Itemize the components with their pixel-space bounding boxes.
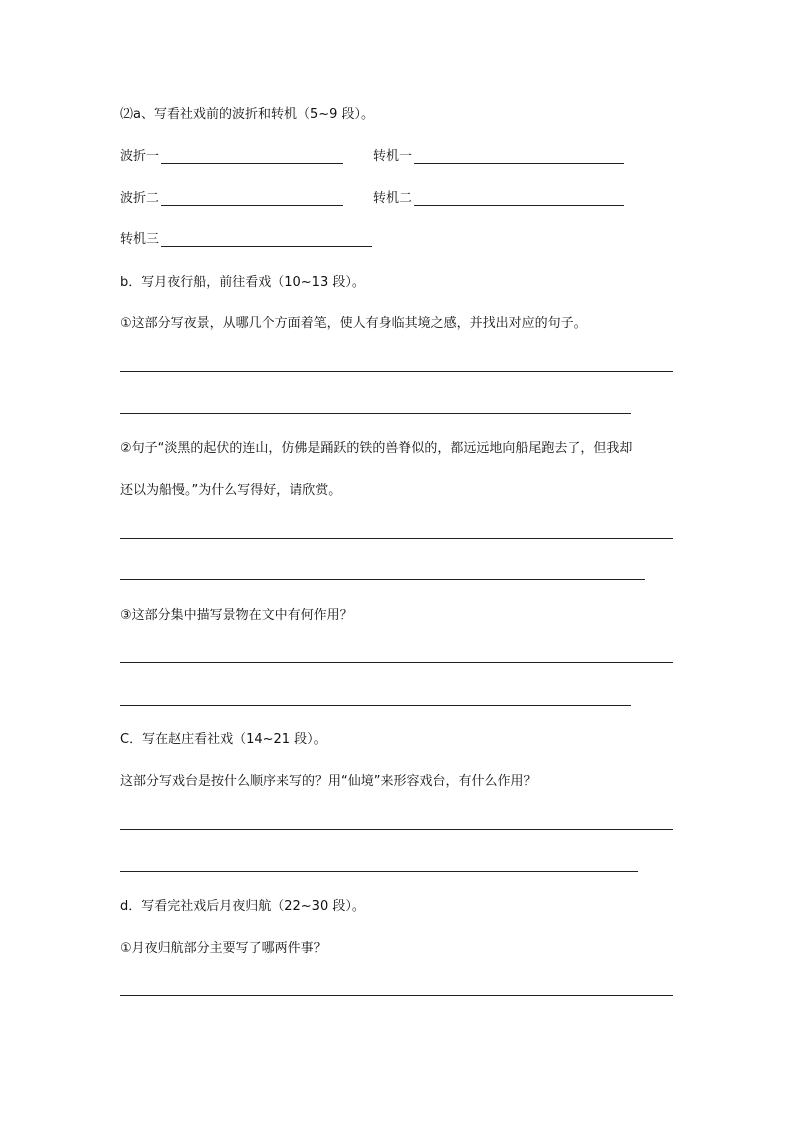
- label-bozhe-1: 波折一: [120, 149, 160, 164]
- blank-zhuanji-3[interactable]: [161, 246, 372, 247]
- label-zhuanji-2: 转机二: [373, 191, 413, 206]
- label-bozhe-2: 波折二: [120, 191, 160, 206]
- answer-line-c-2[interactable]: [120, 871, 638, 872]
- question-c: 这部分写戏台是按什么顺序来写的？用“仙境”来形容戏台，有什么作用？: [120, 774, 537, 789]
- section-b-heading: b．写月夜行船，前往看戏（10~13 段）。: [120, 275, 365, 290]
- section-d-heading: d．写看完社戏后月夜归航（22~30 段）。: [120, 899, 365, 914]
- answer-line-b1-2[interactable]: [120, 413, 631, 414]
- section-a-heading: ⑵a、写看社戏前的波折和转机（5~9 段）。: [120, 107, 375, 122]
- answer-line-b1-1[interactable]: [120, 371, 673, 372]
- answer-line-b2-1[interactable]: [120, 538, 673, 539]
- blank-zhuanji-1[interactable]: [414, 163, 624, 164]
- question-b3: ③这部分集中描写景物在文中有何作用？: [120, 608, 353, 623]
- question-b2-line1: ②句子“淡黑的起伏的连山，仿佛是踊跃的铁的兽脊似的，都远远地向船尾跑去了，但我却: [120, 441, 633, 456]
- question-b1: ①这部分写夜景，从哪几个方面着笔，使人有身临其境之感，并找出对应的句子。: [120, 316, 587, 331]
- question-b2-line2: 还以为船慢。”为什么写得好，请欣赏。: [120, 483, 342, 498]
- label-zhuanji-3: 转机三: [120, 232, 160, 247]
- label-zhuanji-1: 转机一: [373, 149, 413, 164]
- answer-line-d1-1[interactable]: [120, 995, 673, 996]
- answer-line-b3-1[interactable]: [120, 662, 673, 663]
- blank-bozhe-1[interactable]: [161, 163, 343, 164]
- answer-line-c-1[interactable]: [120, 829, 673, 830]
- blank-bozhe-2[interactable]: [161, 205, 343, 206]
- answer-line-b2-2[interactable]: [120, 579, 645, 580]
- question-d1: ①月夜归航部分主要写了哪两件事？: [120, 941, 327, 956]
- blank-zhuanji-2[interactable]: [414, 205, 624, 206]
- section-c-heading: C．写在赵庄看社戏（14~21 段）。: [120, 732, 327, 747]
- answer-line-b3-2[interactable]: [120, 705, 631, 706]
